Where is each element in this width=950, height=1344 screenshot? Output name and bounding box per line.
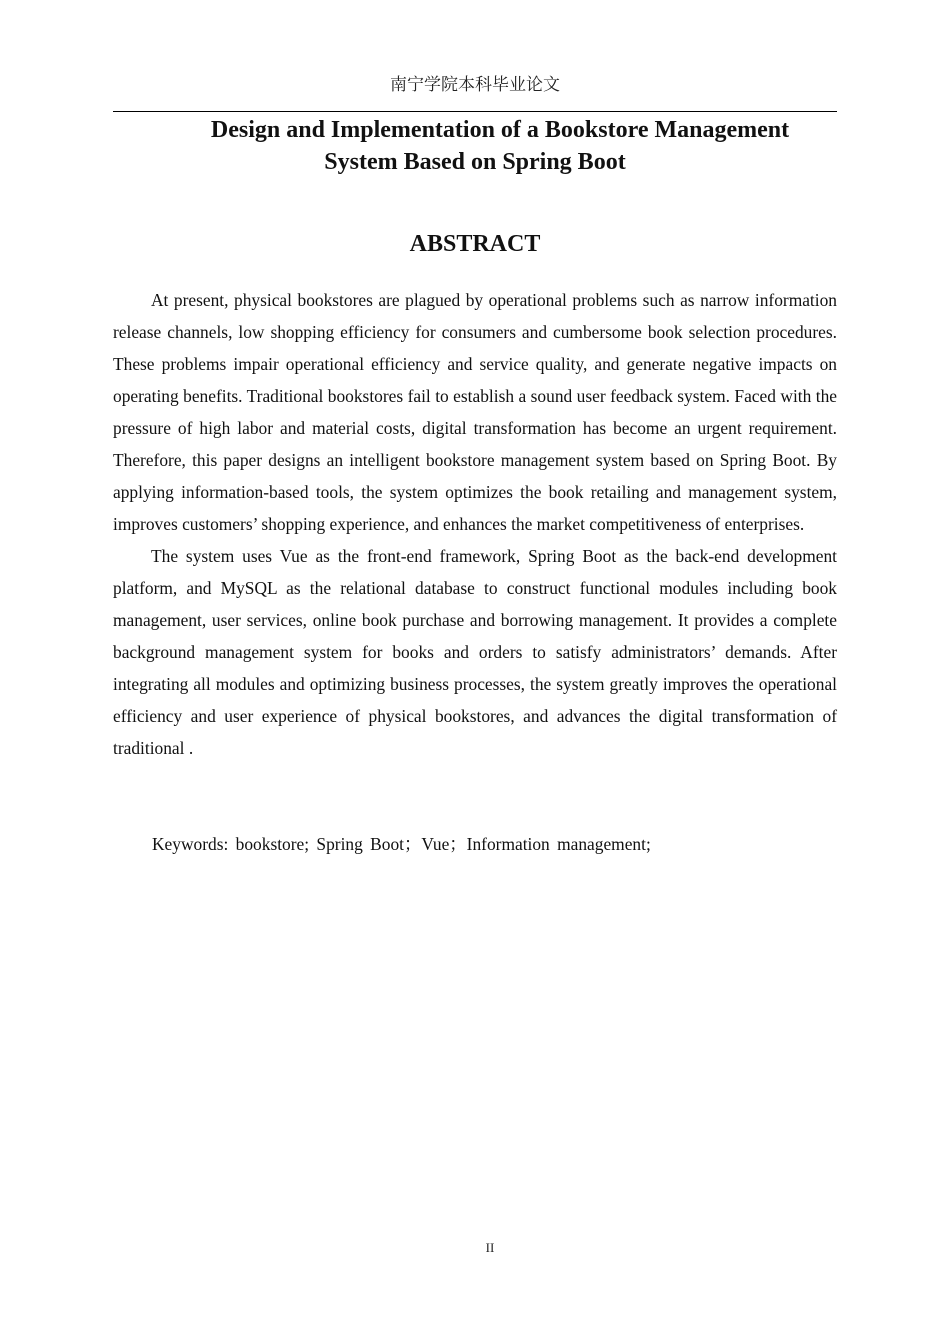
paper-title-line-1: Design and Implementation of a Bookstore Management [210, 117, 790, 143]
abstract-body [113, 284, 837, 764]
running-header: 南宁学院本科毕业论文 [390, 75, 560, 95]
abstract-paragraph-1: At present, physical bookstores are plagued by operational problems such as narrow information release channels, low shopping efficiency for consumers and cumbersome book selection procedures. These problems impair operational efficiency and service quality, and generate negative impacts on operating benefits. Traditional bookstores fail to establish a sound user feedback system. Faced with the pressure of high labor and material costs, digital transformation has become an urgent requirement. Therefore, this paper designs an intelligent bookstore management system based on Spring Boot. By applying information-based tools, the system optimizes the book retailing and management system, improves customers’ shopping experience, and enhances the market competitiveness of enterprises. [113, 290, 837, 534]
abstract-heading: ABSTRACT [409, 231, 541, 257]
header-rule [113, 111, 837, 112]
paper-title [113, 114, 837, 178]
keywords-line: Keywords: bookstore; Spring Boot；Vue；Information management; [152, 834, 651, 854]
abstract-paragraph-2: The system uses Vue as the front-end framework, Spring Boot as the back-end development platform, and MySQL as the relational database to construct functional modules including book management, user services, online book purchase and borrowing management. It provides a complete background management system for books and orders to satisfy administrators’ demands. After integrating all modules and optimizing business processes, the system greatly improves the operational efficiency and user experience of physical bookstores, and advances the digital transformation of traditional . [113, 546, 837, 758]
page-number: II [485, 1240, 495, 1255]
paper-title-line-2: System Based on Spring Boot [324, 149, 626, 175]
